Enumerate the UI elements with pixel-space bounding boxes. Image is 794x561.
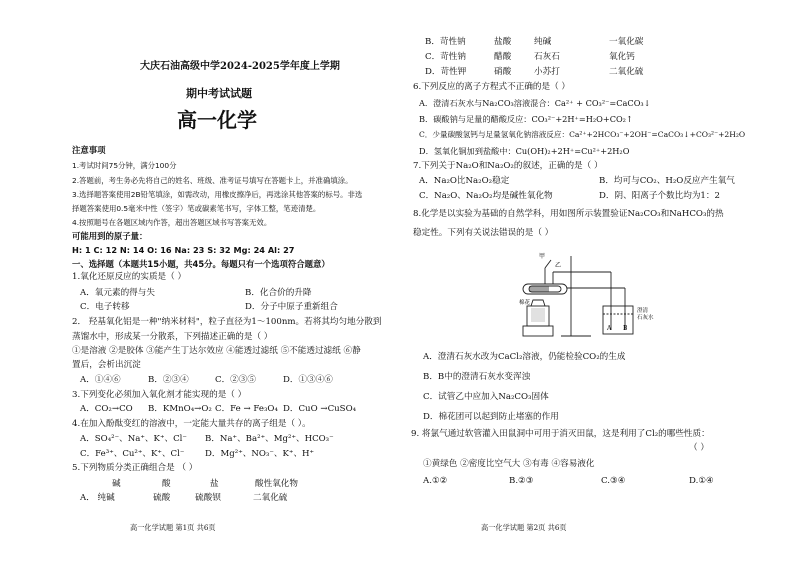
row-a-acid: 硫酸 (153, 493, 171, 503)
row-d-base: D．苛性钾 (425, 67, 467, 77)
option-6b: B．碳酸钠与足量的醋酸反应：CO₃²⁻+2H⁺=H₂O+CO₂↑ (419, 114, 633, 124)
footer-right: 高一化学试题 第2页 共6页 (481, 523, 567, 532)
option-6a: A．澄清石灰水与Na₂CO₃溶液混合：Ca²⁺ + CO₃²⁻=CaCO₃↓ (419, 98, 651, 108)
option-9d: D.①④ (689, 476, 714, 486)
question-8: 8.化学是以实验为基础的自然学科，用如图所示装置验证Na₂CO₃和NaHCO₃的热 (413, 209, 724, 219)
row-c-acid: 醋酸 (494, 52, 512, 62)
question-4: 4.在加入酚酞变红的溶液中，一定能大量共存的离子组是（ ）。 (72, 419, 311, 429)
option-7a: A．Na₂O比Na₂O₂稳定 (419, 176, 510, 186)
question-2-items-cont: 置后，会析出沉淀 (72, 360, 141, 370)
option-1b: B．化合价的升降 (245, 288, 312, 298)
option-8d: D．棉花团可以起到防止堵塞的作用 (423, 412, 559, 422)
option-8b: B．B中的澄清石灰水变浑浊 (423, 372, 531, 382)
row-d-acid: 硝酸 (494, 67, 512, 77)
label-clear: 澄清 (637, 308, 649, 314)
label-b: B (623, 325, 628, 332)
option-4b: B．Na⁺、Ba²⁺、Mg²⁺、HCO₃⁻ (205, 434, 334, 444)
row-c-salt: 石灰石 (534, 52, 560, 62)
table-header-base: 碱 (112, 479, 121, 489)
option-4c: C．Fe³⁺、Cu²⁺、K⁺、Cl⁻ (80, 449, 185, 459)
question-7: 7.下列关于Na₂O和Na₂O₂的叙述，正确的是（ ） (413, 161, 603, 171)
option-4d: D．Mg²⁺、NO₃⁻、K⁺、H⁺ (205, 449, 315, 459)
question-2-items: ①是溶液 ②是胶体 ③能产生丁达尔效应 ④能透过滤纸 ⑤不能透过滤纸 ⑥静 (72, 346, 361, 356)
option-7d: D．阴、阳离子个数比均为1：2 (599, 191, 720, 201)
subject-title: 高一化学 (177, 108, 257, 132)
row-b-base: B．苛性钠 (425, 37, 466, 47)
row-c-base: C．苛性钠 (425, 52, 466, 62)
question-6: 6.下列反应的离子方程式不正确的是（ ） (413, 82, 571, 92)
question-5: 5.下列物质分类正确组合是 （ ） (72, 463, 198, 473)
notice-item: 择题答案使用0.5毫米中性（签字）笔或碳素笔书写，字体工整，笔迹清楚。 (72, 204, 321, 213)
option-3c: C．Fe → Fe₃O₄ (215, 404, 278, 414)
question-8-cont: 稳定性。下列有关说法错误的是（ ） (413, 228, 554, 238)
option-6d: D．氢氧化铜加到盐酸中：Cu(OH)₂+2H⁺=Cu²⁺+2H₂O (419, 146, 630, 156)
option-2b: B．②③④ (148, 375, 189, 385)
label-jia: 甲 (539, 253, 546, 260)
option-8a: A．澄清石灰水改为CaCl₂溶液，仍能检验CO₂的生成 (423, 352, 626, 362)
footer-left: 高一化学试题 第1页 共6页 (130, 523, 216, 532)
row-d-salt: 小苏打 (534, 67, 560, 77)
option-1d: D．分子中原子重新组合 (245, 302, 338, 312)
atomic-title: 可能用到的原子量： (72, 231, 148, 241)
option-4a: A．SO₄²⁻、Na⁺、K⁺、Cl⁻ (80, 434, 187, 444)
option-8c: C．试管乙中应加入Na₂CO₃固体 (423, 392, 549, 402)
exam-title: 期中考试试题 (186, 87, 252, 100)
option-2c: C．②③⑤ (215, 375, 256, 385)
notice-title: 注意事项 (72, 145, 106, 155)
label-a: A (607, 325, 612, 332)
row-b-acid: 盐酸 (494, 37, 512, 47)
label-yi: 乙 (555, 262, 562, 269)
option-3b: B．KMnO₄→O₂ (148, 404, 212, 414)
option-2a: A．①④⑥ (80, 375, 121, 385)
option-9b: B.②③ (509, 476, 534, 486)
question-9-items: ①黄绿色 ②密度比空气大 ③有毒 ④容易液化 (423, 459, 595, 469)
notice-item: 1.考试时间75分钟，满分100分 (72, 161, 177, 170)
row-a-oxide: 二氧化硫 (253, 493, 288, 503)
apparatus-diagram (515, 248, 675, 340)
row-a-base: A． 纯碱 (80, 493, 115, 503)
option-3a: A．CO₂→CO (80, 404, 133, 414)
question-9-bracket: （ ） (689, 443, 709, 453)
notice-item: 2.答题前，考生务必先将自己的姓名、班级、准考证号填写在答题卡上，并准确填涂。 (72, 176, 353, 185)
notice-item: 3.选择题答案使用2B铅笔填涂，如需改动，用橡皮擦净后，再选涂其他答案的标号。非选 (72, 190, 363, 199)
row-c-oxide: 氧化钙 (609, 52, 635, 62)
notice-item: 4.按照题号在各题区域内作答，超出答题区域书写答案无效。 (72, 218, 272, 227)
school-title: 大庆石油高级中学2024-2025学年度上学期 (140, 61, 340, 72)
option-9a: A.①② (423, 476, 448, 486)
row-b-salt: 纯碱 (534, 37, 552, 47)
option-7b: B．均可与CO₂、H₂O反应产生氧气 (599, 176, 735, 186)
option-1a: A．氧元素的得与失 (80, 288, 155, 298)
option-3d: D．CuO →CuSO₄ (283, 404, 357, 414)
option-6c: C．少量碳酸氢钙与足量氢氧化钠溶液反应：Ca²⁺+2HCO₃⁻+2OH⁻=CaCO₃↓+CO₃²⁻+2H₂O (419, 130, 746, 139)
row-b-oxide: 一氧化碳 (609, 37, 644, 47)
question-2: 2． 羟基氧化铝是一种"纳米材料"，粒子直径为1～100nm。若将其均匀地分散到 (72, 317, 382, 327)
option-2d: D．①③④⑥ (283, 375, 333, 385)
option-9c: C.③④ (601, 476, 626, 486)
label-cotton: 棉花 (519, 300, 531, 306)
row-d-oxide: 二氧化硫 (609, 67, 644, 77)
page-right (397, 0, 794, 561)
atomic-masses: H: 1 C: 12 N: 14 O: 16 Na: 23 S: 32 Mg: 24 Al: 27 (72, 245, 295, 255)
table-header-acid: 酸 (162, 479, 171, 489)
table-header-salt: 盐 (210, 479, 219, 489)
question-9: 9. 将氯气通过软管灌入田鼠洞中可用于消灭田鼠，这是利用了Cl₂的哪些性质： (411, 429, 710, 439)
option-7c: C．Na₂O、Na₂O₂均是碱性氧化物 (419, 191, 553, 201)
question-3: 3.下列变化必须加入氧化剂才能实现的是（ ） (72, 390, 247, 400)
label-limewater: 石灰水 (637, 315, 654, 321)
question-1: 1.氧化还原反应的实质是（ ） (72, 272, 187, 282)
table-header-oxide: 酸性氧化物 (255, 479, 298, 489)
section-title: 一、选择题（本题共15小题，共45分。每题只有一个选项符合题意） (72, 259, 330, 269)
row-a-salt: 硫酸钡 (195, 493, 221, 503)
question-2-cont: 蒸馏水中，形成某一分散系，下列描述正确的是（ ） (72, 332, 273, 342)
option-1c: C．电子转移 (80, 302, 130, 312)
